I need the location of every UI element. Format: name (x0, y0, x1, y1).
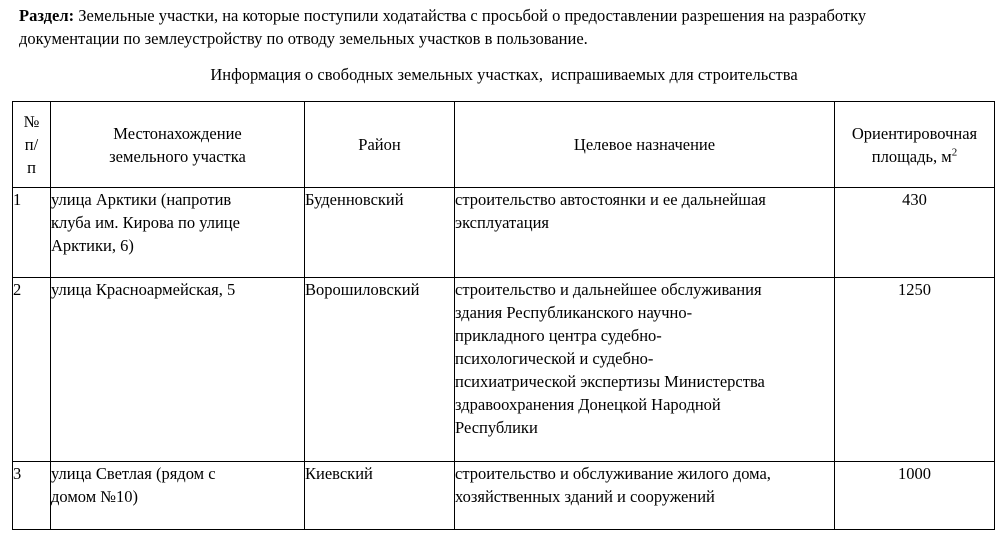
row-district: Киевский (305, 462, 455, 530)
section-heading-line-2 (19, 29, 999, 49)
table-row (13, 188, 995, 278)
land-plots-table (12, 101, 995, 530)
area-superscript: 2 (951, 146, 958, 158)
header-location: Местонахождение земельного участка (51, 102, 305, 188)
row-number: 1 (13, 188, 51, 278)
row-number: 2 (13, 278, 51, 462)
row-area: 430 (835, 188, 995, 278)
header-district: Район (305, 102, 455, 188)
row-purpose: строительство и дальнейшее обслуживания здания Республиканского научно- прикладного центра судебно- психологической и судебно- психиатрической экспертизы Министерства здравоохранения Донецкой Народной Республики (455, 278, 835, 462)
header-number: № п/ п (13, 102, 51, 188)
row-district: Буденновский (305, 188, 455, 278)
row-area: 1000 (835, 462, 995, 530)
table-row (13, 462, 995, 530)
header-area: Ориентировочная площадь, $м^2$ (835, 102, 995, 188)
row-purpose: строительство автостоянки и ее дальнейшая эксплуатация (455, 188, 835, 278)
section-text-line-1: Земельные участки, на которые поступили ходатайства с просьбой о предоставлении разрешения на разработку (74, 6, 867, 25)
row-purpose: строительство и обслуживание жилого дома, хозяйственных зданий и сооружений (455, 462, 835, 530)
table-header-row (13, 102, 995, 188)
header-purpose: Целевое назначение (455, 102, 835, 188)
row-area: 1250 (835, 278, 995, 462)
row-location: улица Красноармейская, 5 (51, 278, 305, 462)
section-text-line-2: документации по землеустройству по отводу земельных участков в пользование. (19, 29, 588, 48)
info-title: Информация о свободных земельных участках, испрашиваемых для строительства (210, 65, 798, 84)
table-row (13, 278, 995, 462)
row-location: улица Арктики (напротив клуба им. Кирова по улице Арктики, 6) (51, 188, 305, 278)
row-location: улица Светлая (рядом с домом №10) (51, 462, 305, 530)
section-label: Раздел: (19, 6, 75, 25)
row-number: 3 (13, 462, 51, 530)
row-district: Ворошиловский (305, 278, 455, 462)
section-heading-line-1 (19, 6, 999, 26)
